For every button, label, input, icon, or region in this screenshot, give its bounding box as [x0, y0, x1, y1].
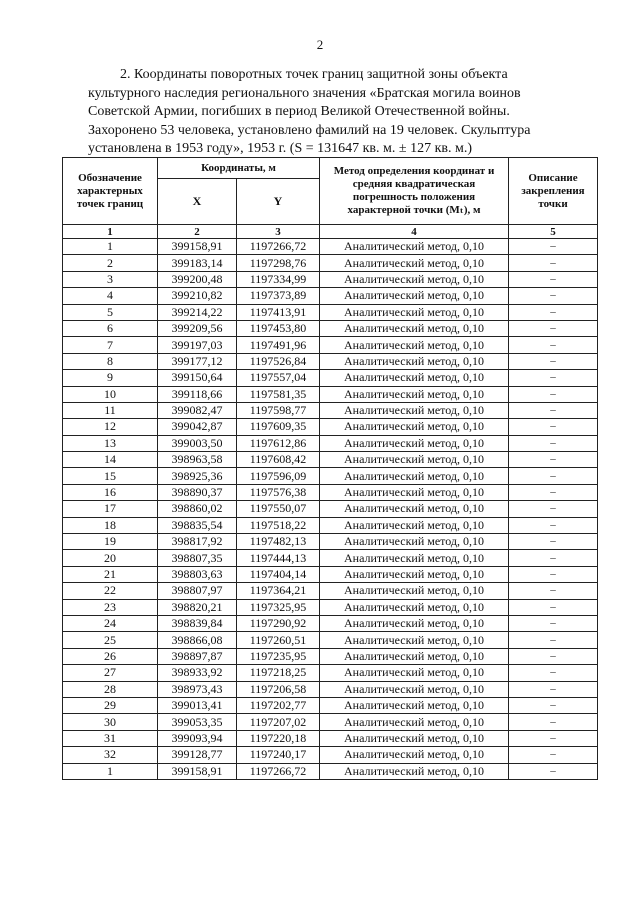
y-coordinate-cell: 1197266,72: [237, 239, 320, 255]
description-cell: –: [509, 615, 598, 631]
table-row: [63, 288, 598, 304]
table-row: [63, 763, 598, 779]
x-coordinate-cell: 398817,92: [158, 534, 237, 550]
y-coordinate-cell: 1197207,02: [237, 714, 320, 730]
table-row: [63, 501, 598, 517]
intro-paragraph: [88, 66, 582, 159]
description-cell: –: [509, 435, 598, 451]
point-number-cell: 12: [63, 419, 158, 435]
method-cell: Аналитический метод, 0,10: [320, 763, 509, 779]
x-coordinate-cell: 399200,48: [158, 271, 237, 287]
point-number-cell: 22: [63, 583, 158, 599]
table-row: [63, 697, 598, 713]
point-number-cell: 5: [63, 304, 158, 320]
description-cell: –: [509, 304, 598, 320]
x-coordinate-cell: 399210,82: [158, 288, 237, 304]
table-row: [63, 632, 598, 648]
description-cell: –: [509, 386, 598, 402]
table-row: [63, 320, 598, 336]
y-coordinate-cell: 1197598,77: [237, 402, 320, 418]
method-cell: Аналитический метод, 0,10: [320, 468, 509, 484]
x-coordinate-cell: 398820,21: [158, 599, 237, 615]
header-method: Метод определения координат и средняя квадратическая погрешность положения характерной точки (Mₜ), м: [320, 158, 509, 225]
y-coordinate-cell: 1197413,91: [237, 304, 320, 320]
y-coordinate-cell: 1197612,86: [237, 435, 320, 451]
coordinates-table: [62, 157, 598, 780]
header-description: Описание закрепления точки: [509, 158, 598, 225]
point-number-cell: 2: [63, 255, 158, 271]
x-coordinate-cell: 399003,50: [158, 435, 237, 451]
table-row: [63, 550, 598, 566]
table-row: [63, 370, 598, 386]
header-y: Y: [237, 179, 320, 225]
x-coordinate-cell: 399209,56: [158, 320, 237, 336]
point-number-cell: 20: [63, 550, 158, 566]
method-cell: Аналитический метод, 0,10: [320, 583, 509, 599]
y-coordinate-cell: 1197608,42: [237, 452, 320, 468]
point-number-cell: 18: [63, 517, 158, 533]
y-coordinate-cell: 1197596,09: [237, 468, 320, 484]
header-point-designation: Обозначение характерных точек границ: [63, 158, 158, 225]
y-coordinate-cell: 1197373,89: [237, 288, 320, 304]
point-number-cell: 15: [63, 468, 158, 484]
method-cell: Аналитический метод, 0,10: [320, 599, 509, 615]
table-row: [63, 599, 598, 615]
point-number-cell: 28: [63, 681, 158, 697]
method-cell: Аналитический метод, 0,10: [320, 304, 509, 320]
description-cell: –: [509, 550, 598, 566]
point-number-cell: 30: [63, 714, 158, 730]
table-body: [63, 239, 598, 780]
description-cell: –: [509, 747, 598, 763]
description-cell: –: [509, 255, 598, 271]
description-cell: –: [509, 452, 598, 468]
description-cell: –: [509, 681, 598, 697]
y-coordinate-cell: 1197325,95: [237, 599, 320, 615]
point-number-cell: 8: [63, 353, 158, 369]
x-coordinate-cell: 398897,87: [158, 648, 237, 664]
method-cell: Аналитический метод, 0,10: [320, 337, 509, 353]
description-cell: –: [509, 402, 598, 418]
intro-line: культурного наследия регионального значения «Братская могила воинов: [88, 85, 521, 101]
y-coordinate-cell: 1197218,25: [237, 665, 320, 681]
x-coordinate-cell: 398803,63: [158, 566, 237, 582]
point-number-cell: 16: [63, 484, 158, 500]
column-number: 2: [158, 225, 237, 239]
table-row: [63, 566, 598, 582]
description-cell: –: [509, 419, 598, 435]
description-cell: –: [509, 648, 598, 664]
description-cell: –: [509, 665, 598, 681]
point-number-cell: 25: [63, 632, 158, 648]
method-cell: Аналитический метод, 0,10: [320, 747, 509, 763]
x-coordinate-cell: 398860,02: [158, 501, 237, 517]
intro-line: установлена в 1953 году», 1953 г. (S = 131647 кв. м. ± 127 кв. м.): [88, 141, 473, 156]
method-cell: Аналитический метод, 0,10: [320, 484, 509, 500]
y-coordinate-cell: 1197609,35: [237, 419, 320, 435]
method-cell: Аналитический метод, 0,10: [320, 288, 509, 304]
table-row: [63, 353, 598, 369]
x-coordinate-cell: 399128,77: [158, 747, 237, 763]
table-row: [63, 665, 598, 681]
x-coordinate-cell: 398973,43: [158, 681, 237, 697]
x-coordinate-cell: 398807,35: [158, 550, 237, 566]
table-row: [63, 681, 598, 697]
table-row: [63, 337, 598, 353]
method-cell: Аналитический метод, 0,10: [320, 452, 509, 468]
y-coordinate-cell: 1197235,95: [237, 648, 320, 664]
point-number-cell: 4: [63, 288, 158, 304]
table-row: [63, 304, 598, 320]
x-coordinate-cell: 399158,91: [158, 763, 237, 779]
page-number: 2: [316, 37, 324, 52]
description-cell: –: [509, 370, 598, 386]
y-coordinate-cell: 1197220,18: [237, 730, 320, 746]
x-coordinate-cell: 398866,08: [158, 632, 237, 648]
description-cell: –: [509, 468, 598, 484]
point-number-cell: 3: [63, 271, 158, 287]
description-cell: –: [509, 599, 598, 615]
point-number-cell: 26: [63, 648, 158, 664]
method-cell: Аналитический метод, 0,10: [320, 271, 509, 287]
method-cell: Аналитический метод, 0,10: [320, 402, 509, 418]
method-cell: Аналитический метод, 0,10: [320, 320, 509, 336]
table-row: [63, 271, 598, 287]
x-coordinate-cell: 398890,37: [158, 484, 237, 500]
description-cell: –: [509, 288, 598, 304]
x-coordinate-cell: 398807,97: [158, 583, 237, 599]
x-coordinate-cell: 399158,91: [158, 239, 237, 255]
x-coordinate-cell: 399183,14: [158, 255, 237, 271]
point-number-cell: 10: [63, 386, 158, 402]
x-coordinate-cell: 398925,36: [158, 468, 237, 484]
point-number-cell: 9: [63, 370, 158, 386]
y-coordinate-cell: 1197290,92: [237, 615, 320, 631]
y-coordinate-cell: 1197576,38: [237, 484, 320, 500]
table-row: [63, 239, 598, 255]
y-coordinate-cell: 1197482,13: [237, 534, 320, 550]
method-cell: Аналитический метод, 0,10: [320, 714, 509, 730]
point-number-cell: 21: [63, 566, 158, 582]
method-cell: Аналитический метод, 0,10: [320, 534, 509, 550]
table-row: [63, 435, 598, 451]
table-row: [63, 730, 598, 746]
y-coordinate-cell: 1197550,07: [237, 501, 320, 517]
method-cell: Аналитический метод, 0,10: [320, 419, 509, 435]
description-cell: –: [509, 632, 598, 648]
point-number-cell: 1: [63, 239, 158, 255]
table-row: [63, 452, 598, 468]
point-number-cell: 23: [63, 599, 158, 615]
description-cell: –: [509, 337, 598, 353]
x-coordinate-cell: 398933,92: [158, 665, 237, 681]
description-cell: –: [509, 714, 598, 730]
point-number-cell: 7: [63, 337, 158, 353]
point-number-cell: 29: [63, 697, 158, 713]
intro-line: 2. Координаты поворотных точек границ защитной зоны объекта: [120, 67, 508, 82]
header-x: X: [158, 179, 237, 225]
table-row: [63, 484, 598, 500]
y-coordinate-cell: 1197240,17: [237, 747, 320, 763]
description-cell: –: [509, 566, 598, 582]
y-coordinate-cell: 1197260,51: [237, 632, 320, 648]
method-cell: Аналитический метод, 0,10: [320, 255, 509, 271]
description-cell: –: [509, 517, 598, 533]
column-number: 3: [237, 225, 320, 239]
method-cell: Аналитический метод, 0,10: [320, 353, 509, 369]
description-cell: –: [509, 353, 598, 369]
x-coordinate-cell: 399118,66: [158, 386, 237, 402]
y-coordinate-cell: 1197453,80: [237, 320, 320, 336]
x-coordinate-cell: 399150,64: [158, 370, 237, 386]
table-row: [63, 583, 598, 599]
y-coordinate-cell: 1197581,35: [237, 386, 320, 402]
table-row: [63, 615, 598, 631]
description-cell: –: [509, 320, 598, 336]
point-number-cell: 27: [63, 665, 158, 681]
x-coordinate-cell: 398963,58: [158, 452, 237, 468]
method-cell: Аналитический метод, 0,10: [320, 632, 509, 648]
description-cell: –: [509, 534, 598, 550]
x-coordinate-cell: 399214,22: [158, 304, 237, 320]
method-cell: Аналитический метод, 0,10: [320, 615, 509, 631]
x-coordinate-cell: 398835,54: [158, 517, 237, 533]
x-coordinate-cell: 399197,03: [158, 337, 237, 353]
table-row: [63, 747, 598, 763]
y-coordinate-cell: 1197526,84: [237, 353, 320, 369]
table-row: [63, 714, 598, 730]
method-cell: Аналитический метод, 0,10: [320, 681, 509, 697]
method-cell: Аналитический метод, 0,10: [320, 501, 509, 517]
description-cell: –: [509, 239, 598, 255]
x-coordinate-cell: 399177,12: [158, 353, 237, 369]
y-coordinate-cell: 1197364,21: [237, 583, 320, 599]
y-coordinate-cell: 1197206,58: [237, 681, 320, 697]
point-number-cell: 14: [63, 452, 158, 468]
y-coordinate-cell: 1197334,99: [237, 271, 320, 287]
description-cell: –: [509, 583, 598, 599]
method-cell: Аналитический метод, 0,10: [320, 386, 509, 402]
x-coordinate-cell: 399093,94: [158, 730, 237, 746]
method-cell: Аналитический метод, 0,10: [320, 566, 509, 582]
method-cell: Аналитический метод, 0,10: [320, 239, 509, 255]
column-number: 4: [320, 225, 509, 239]
method-cell: Аналитический метод, 0,10: [320, 648, 509, 664]
point-number-cell: 31: [63, 730, 158, 746]
description-cell: –: [509, 271, 598, 287]
method-cell: Аналитический метод, 0,10: [320, 370, 509, 386]
point-number-cell: 24: [63, 615, 158, 631]
table-row: [63, 534, 598, 550]
description-cell: –: [509, 763, 598, 779]
column-number: 5: [509, 225, 598, 239]
method-cell: Аналитический метод, 0,10: [320, 550, 509, 566]
table-row: [63, 648, 598, 664]
point-number-cell: 17: [63, 501, 158, 517]
description-cell: –: [509, 730, 598, 746]
description-cell: –: [509, 501, 598, 517]
y-coordinate-cell: 1197202,77: [237, 697, 320, 713]
header-coordinates: Координаты, м: [158, 158, 320, 179]
description-cell: –: [509, 697, 598, 713]
y-coordinate-cell: 1197444,13: [237, 550, 320, 566]
point-number-cell: 13: [63, 435, 158, 451]
point-number-cell: 19: [63, 534, 158, 550]
table-row: [63, 386, 598, 402]
y-coordinate-cell: 1197298,76: [237, 255, 320, 271]
point-number-cell: 1: [63, 763, 158, 779]
point-number-cell: 11: [63, 402, 158, 418]
method-cell: Аналитический метод, 0,10: [320, 517, 509, 533]
point-number-cell: 32: [63, 747, 158, 763]
method-cell: Аналитический метод, 0,10: [320, 665, 509, 681]
table-row: [63, 517, 598, 533]
x-coordinate-cell: 399042,87: [158, 419, 237, 435]
method-cell: Аналитический метод, 0,10: [320, 697, 509, 713]
table-row: [63, 419, 598, 435]
table-row: [63, 402, 598, 418]
y-coordinate-cell: 1197557,04: [237, 370, 320, 386]
method-cell: Аналитический метод, 0,10: [320, 435, 509, 451]
intro-line: Советской Армии, погибших в период Великой Отечественной войны.: [88, 104, 510, 119]
description-cell: –: [509, 484, 598, 500]
y-coordinate-cell: 1197491,96: [237, 337, 320, 353]
y-coordinate-cell: 1197266,72: [237, 763, 320, 779]
point-number-cell: 6: [63, 320, 158, 336]
intro-line: Захоронено 53 человека, установлено фамилий на 19 человек. Скульптура: [88, 122, 531, 138]
method-cell: Аналитический метод, 0,10: [320, 730, 509, 746]
table-row: [63, 468, 598, 484]
x-coordinate-cell: 398839,84: [158, 615, 237, 631]
x-coordinate-cell: 399082,47: [158, 402, 237, 418]
x-coordinate-cell: 399053,35: [158, 714, 237, 730]
y-coordinate-cell: 1197518,22: [237, 517, 320, 533]
y-coordinate-cell: 1197404,14: [237, 566, 320, 582]
x-coordinate-cell: 399013,41: [158, 697, 237, 713]
column-number: 1: [63, 225, 158, 239]
table-row: [63, 255, 598, 271]
